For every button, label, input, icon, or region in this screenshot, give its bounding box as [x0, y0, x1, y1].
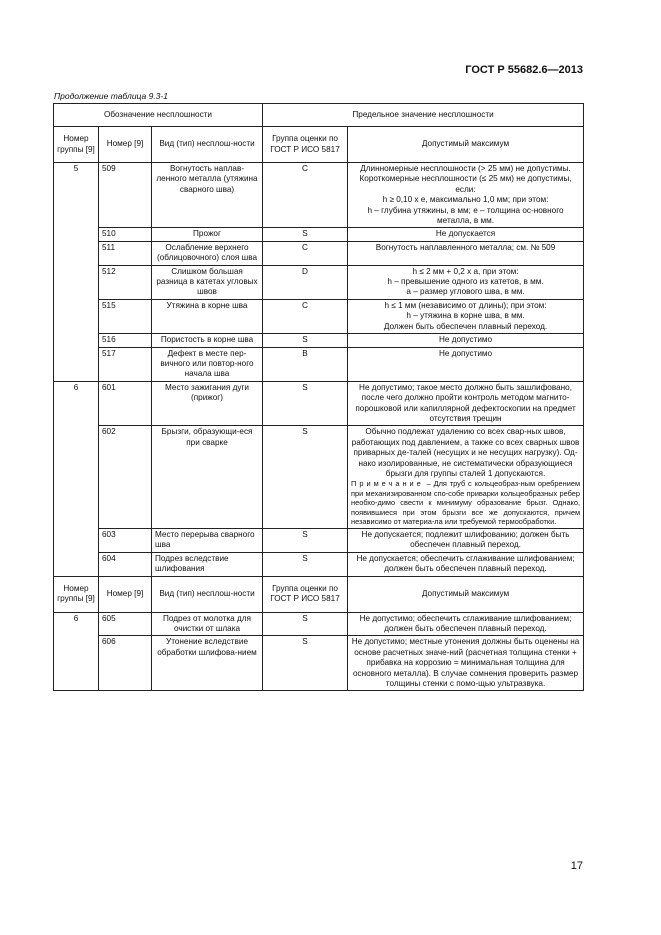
cell-max-line: а – размер углового шва, в мм. — [406, 287, 525, 297]
defects-table — [53, 103, 584, 691]
cell-number: 512 — [99, 265, 152, 299]
cell-number: 601 — [99, 381, 152, 426]
cell-iso: D — [263, 265, 348, 299]
header-designation: Обозначение несплошности — [54, 104, 263, 127]
table-row — [54, 612, 584, 636]
cell-max: Не допустимо — [348, 347, 584, 381]
cell-type: Утонение вследствие обработки шлифова-нием — [152, 636, 263, 691]
cell-type: Подрез от молотка для очистки от шлака — [152, 612, 263, 636]
col-group-header: Номер группы [9] — [54, 576, 99, 612]
col-group-header: Номер группы [9] — [54, 127, 99, 163]
cell-number: 603 — [99, 528, 152, 552]
col-type-header: Вид (тип) несплош-ности — [152, 576, 263, 612]
col-iso-header: Группа оценки по ГОСТ Р ИСО 5817 — [263, 127, 348, 163]
table-column-header — [54, 127, 584, 163]
cell-type: Подрез вследствие шлифования — [152, 552, 263, 576]
cell-number: 605 — [99, 612, 152, 636]
cell-iso: S — [263, 381, 348, 426]
cell-max-line: Длинномерные несплошности (> 25 мм) не допустимы. Короткомерные несплошности (≤ 25 мм) не допустимы, если: — [359, 164, 572, 194]
header-limit: Предельное значение несплошности — [263, 104, 584, 127]
cell-group: 6 — [54, 381, 99, 576]
cell-iso: S — [263, 552, 348, 576]
cell-group: 6 — [54, 612, 99, 691]
cell-type: Пористость в корне шва — [152, 334, 263, 347]
cell-iso: S — [263, 612, 348, 636]
cell-max-line: h – утяжина в корне шва, в мм. — [406, 311, 525, 321]
cell-number: 509 — [99, 163, 152, 228]
cell-iso: B — [263, 347, 348, 381]
cell-number: 606 — [99, 636, 152, 691]
cell-max: Не допустимо; обеспечить сглаживание шлифованием; должен быть обеспечен плавный переход. — [348, 612, 584, 636]
cell-type: Слишком большая разница в катетах угловых швов — [152, 265, 263, 299]
table-group-header — [54, 104, 584, 127]
cell-type: Место перерыва сварного шва — [152, 528, 263, 552]
cell-number: 510 — [99, 228, 152, 241]
cell-iso: S — [263, 636, 348, 691]
table-column-header-repeat — [54, 576, 584, 612]
cell-number: 602 — [99, 426, 152, 529]
cell-max — [348, 426, 584, 529]
table-row — [54, 552, 584, 576]
col-iso-header: Группа оценки по ГОСТ Р ИСО 5817 — [263, 576, 348, 612]
table-row — [54, 347, 584, 381]
table-row — [54, 636, 584, 691]
col-max-header: Допустимый максимум — [348, 127, 584, 163]
cell-max: Не допустимо; местные утонения должны быть оценены на основе расчетных значе-ний (расчетная толщина стенки + прибавка на коррозию = минимальная толщина для основного металла). В случае сомнения проверить размер толщины стенки с помо-щью ультразвука. — [348, 636, 584, 691]
table-row — [54, 334, 584, 347]
cell-max — [348, 265, 584, 299]
cell-iso: S — [263, 528, 348, 552]
table-row — [54, 381, 584, 426]
col-number-header: Номер [9] — [99, 576, 152, 612]
cell-max-line: h – превышение одного из катетов, в мм. — [387, 277, 544, 287]
cell-max: Вогнутость наплавленного металла; см. № 509 — [348, 241, 584, 265]
table-caption: Продолжение таблица 9.3-1 — [54, 91, 168, 101]
cell-max-line: Обычно подлежат удалению со всех свар-ных швов, работающих под давлением, а также со всех сварных швов приварных де-талей (несущих и не несущих нагрузку). Од-нако изолированные, не систематически образующиеся брызги для группы сталей 1 допускаются. — [351, 427, 580, 478]
table-row — [54, 426, 584, 529]
cell-type: Ослабление верхнего (облицовочного) слоя шва — [152, 241, 263, 265]
col-type-header: Вид (тип) несплош-ности — [152, 127, 263, 163]
table-row — [54, 228, 584, 241]
cell-iso: C — [263, 241, 348, 265]
cell-iso: C — [263, 163, 348, 228]
document-code: ГОСТ Р 55682.6—2013 — [465, 64, 583, 76]
table-row — [54, 163, 584, 228]
cell-max — [348, 163, 584, 228]
cell-max: Не допускается — [348, 228, 584, 241]
col-max-header: Допустимый максимум — [348, 576, 584, 612]
cell-iso: S — [263, 228, 348, 241]
cell-max: Не допустимо; такое место должно быть зашлифовано, после чего должно пройти контроль методом магнито-порошковой или капиллярной дефектоскопии на предмет отсутствия трещин — [348, 381, 584, 426]
cell-max-line: h ≥ 0,10 х е, максимально 1,0 мм; при этом: — [382, 195, 549, 205]
note-label: Примечание — [351, 479, 424, 489]
note — [351, 479, 580, 527]
cell-max-line: h – глубина утяжины, в мм; е – толщина ос-новного металла, в мм. — [367, 205, 564, 226]
cell-iso: S — [263, 426, 348, 529]
cell-group: 5 — [54, 163, 99, 382]
cell-number: 604 — [99, 552, 152, 576]
cell-iso: S — [263, 334, 348, 347]
cell-number: 511 — [99, 241, 152, 265]
cell-max: Не допускается; подлежит шлифованию; должен быть обеспечен плавный переход. — [348, 528, 584, 552]
page-number: 17 — [570, 860, 583, 872]
cell-iso: C — [263, 299, 348, 333]
cell-type: Утяжина в корне шва — [152, 299, 263, 333]
cell-type: Вогнутость наплав-ленного металла (утяжина сварного шва) — [152, 163, 263, 228]
cell-type: Брызги, образующи-еся при сварке — [152, 426, 263, 529]
note-text: – Для труб с кольцеобраз-ным оребрением при механизированном спо-собе приварки кольцеобразных ребер необхо-димо свести к минимуму образование брызг. Однако, появившиеся при этом брызги все же допускаются, причем независимо от материа-ла или требуемой термообработки. — [351, 479, 581, 527]
cell-max: Не допускается; обеспечить сглаживание шлифованием; должен быть обеспечен плавный переход. — [348, 552, 584, 576]
cell-type: Место зажигания дуги (прижог) — [152, 381, 263, 426]
cell-max: Не допустимо — [348, 334, 584, 347]
cell-number: 515 — [99, 299, 152, 333]
table-row — [54, 265, 584, 299]
cell-number: 517 — [99, 347, 152, 381]
table-row — [54, 299, 584, 333]
cell-max-line: h ≤ 2 мм + 0,2 х а, при этом: — [412, 266, 519, 276]
cell-number: 516 — [99, 334, 152, 347]
cell-max-line: h ≤ 1 мм (независимо от длины); при этом: — [384, 300, 547, 310]
table-row — [54, 241, 584, 265]
cell-type: Прожог — [152, 228, 263, 241]
cell-max-line: Должен быть обеспечен плавный переход. — [383, 321, 548, 331]
cell-max — [348, 299, 584, 333]
table-row — [54, 528, 584, 552]
col-number-header: Номер [9] — [99, 127, 152, 163]
cell-type: Дефект в месте пер-вичного или повтор-ного начала шва — [152, 347, 263, 381]
